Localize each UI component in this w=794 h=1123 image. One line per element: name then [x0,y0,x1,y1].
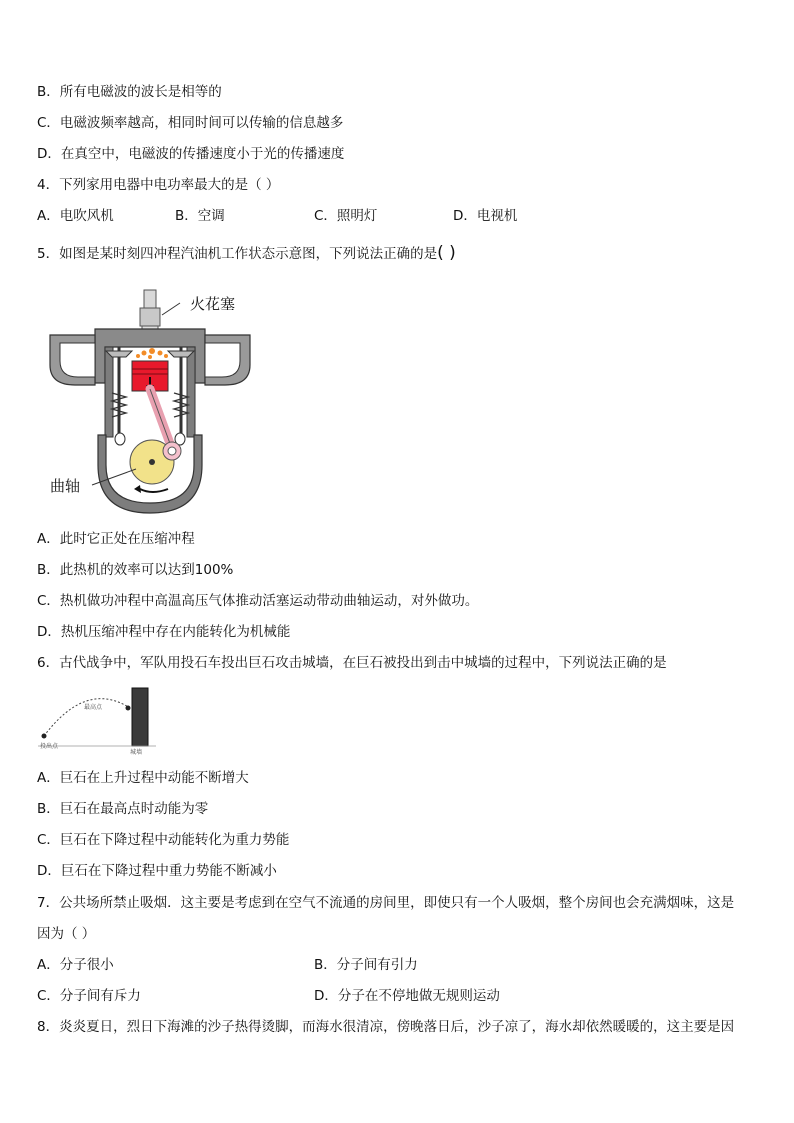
q4-option-d: D．电视机 [453,208,518,224]
city-wall [132,688,148,746]
wall-label: 城墙 [130,749,143,756]
q3-option-b: B．所有电磁波的波长是相等的 [37,84,222,100]
highest-point-label: 最高点 [84,704,103,711]
spark-plug-body [140,308,160,326]
launch-point [42,734,47,739]
q5-option-a: A．此时它正处在压缩冲程 [37,531,195,547]
q4-option-a: A．电吹风机 [37,208,114,224]
q6-option-d: D．巨石在下降过程中重力势能不断减小 [37,863,277,879]
q5-answer-blank: ( ) [437,243,456,263]
q8-stem-line1: 8．炎炎夏日，烈日下海滩的沙子热得烫脚，而海水很清凉，傍晚落日后，沙子凉了，海水却依然暖暖的，这主要是因 [37,1019,735,1035]
combustion-spark [136,348,168,359]
q4-option-b: B．空调 [175,208,225,224]
q7-stem-line2: 因为（ ） [37,926,96,942]
q7-stem-line1: 7．公共场所禁止吸烟．这主要是考虑到在空气不流通的房间里，即使只有一个人吸烟，整个房间也会充满烟味，这是 [37,895,735,911]
q4-stem: 4．下列家用电器中电功率最大的是（ ） [37,177,280,193]
engine-figure [40,285,280,525]
q5-stem-text: 5．如图是某时刻四冲程汽油机工作状态示意图，下列说法正确的是 [37,246,438,262]
rotation-arrow [140,489,168,492]
impact-point [126,706,131,711]
q7-option-d: D．分子在不停地做无规则运动 [314,988,500,1004]
q3-option-d: D．在真空中，电磁波的传播速度小于光的传播速度 [37,146,345,162]
q5-option-b: B．此热机的效率可以达到100% [37,562,234,578]
q7-option-b: B．分子间有引力 [314,957,418,973]
launch-point-label: 投出点 [40,743,59,750]
q6-option-c: C．巨石在下降过程中动能转化为重力势能 [37,832,290,848]
spark-plug-label: 火花塞 [190,295,236,313]
q7-option-a: A．分子很小 [37,957,114,973]
q6-stem: 6．古代战争中，军队用投石车投出巨石攻击城墙，在巨石被投出到击中城墙的过程中，下列说法正确的是 [37,655,667,671]
q5-stem [37,244,456,263]
catapult-figure [38,686,158,756]
q4-option-c: C．照明灯 [314,208,378,224]
q7-option-c: C．分子间有斥力 [37,988,141,1004]
q3-option-c: C．电磁波频率越高，相同时间可以传输的信息越多 [37,115,344,131]
q5-option-c: C．热机做功冲程中高温高压气体推动活塞运动带动曲轴运动，对外做功。 [37,593,479,609]
q6-option-a: A．巨石在上升过程中动能不断增大 [37,770,249,786]
crankshaft-label: 曲轴 [50,477,81,495]
q5-option-d: D．热机压缩冲程中存在内能转化为机械能 [37,624,291,640]
q6-option-b: B．巨石在最高点时动能为零 [37,801,209,817]
spark-plug-top [144,290,156,308]
